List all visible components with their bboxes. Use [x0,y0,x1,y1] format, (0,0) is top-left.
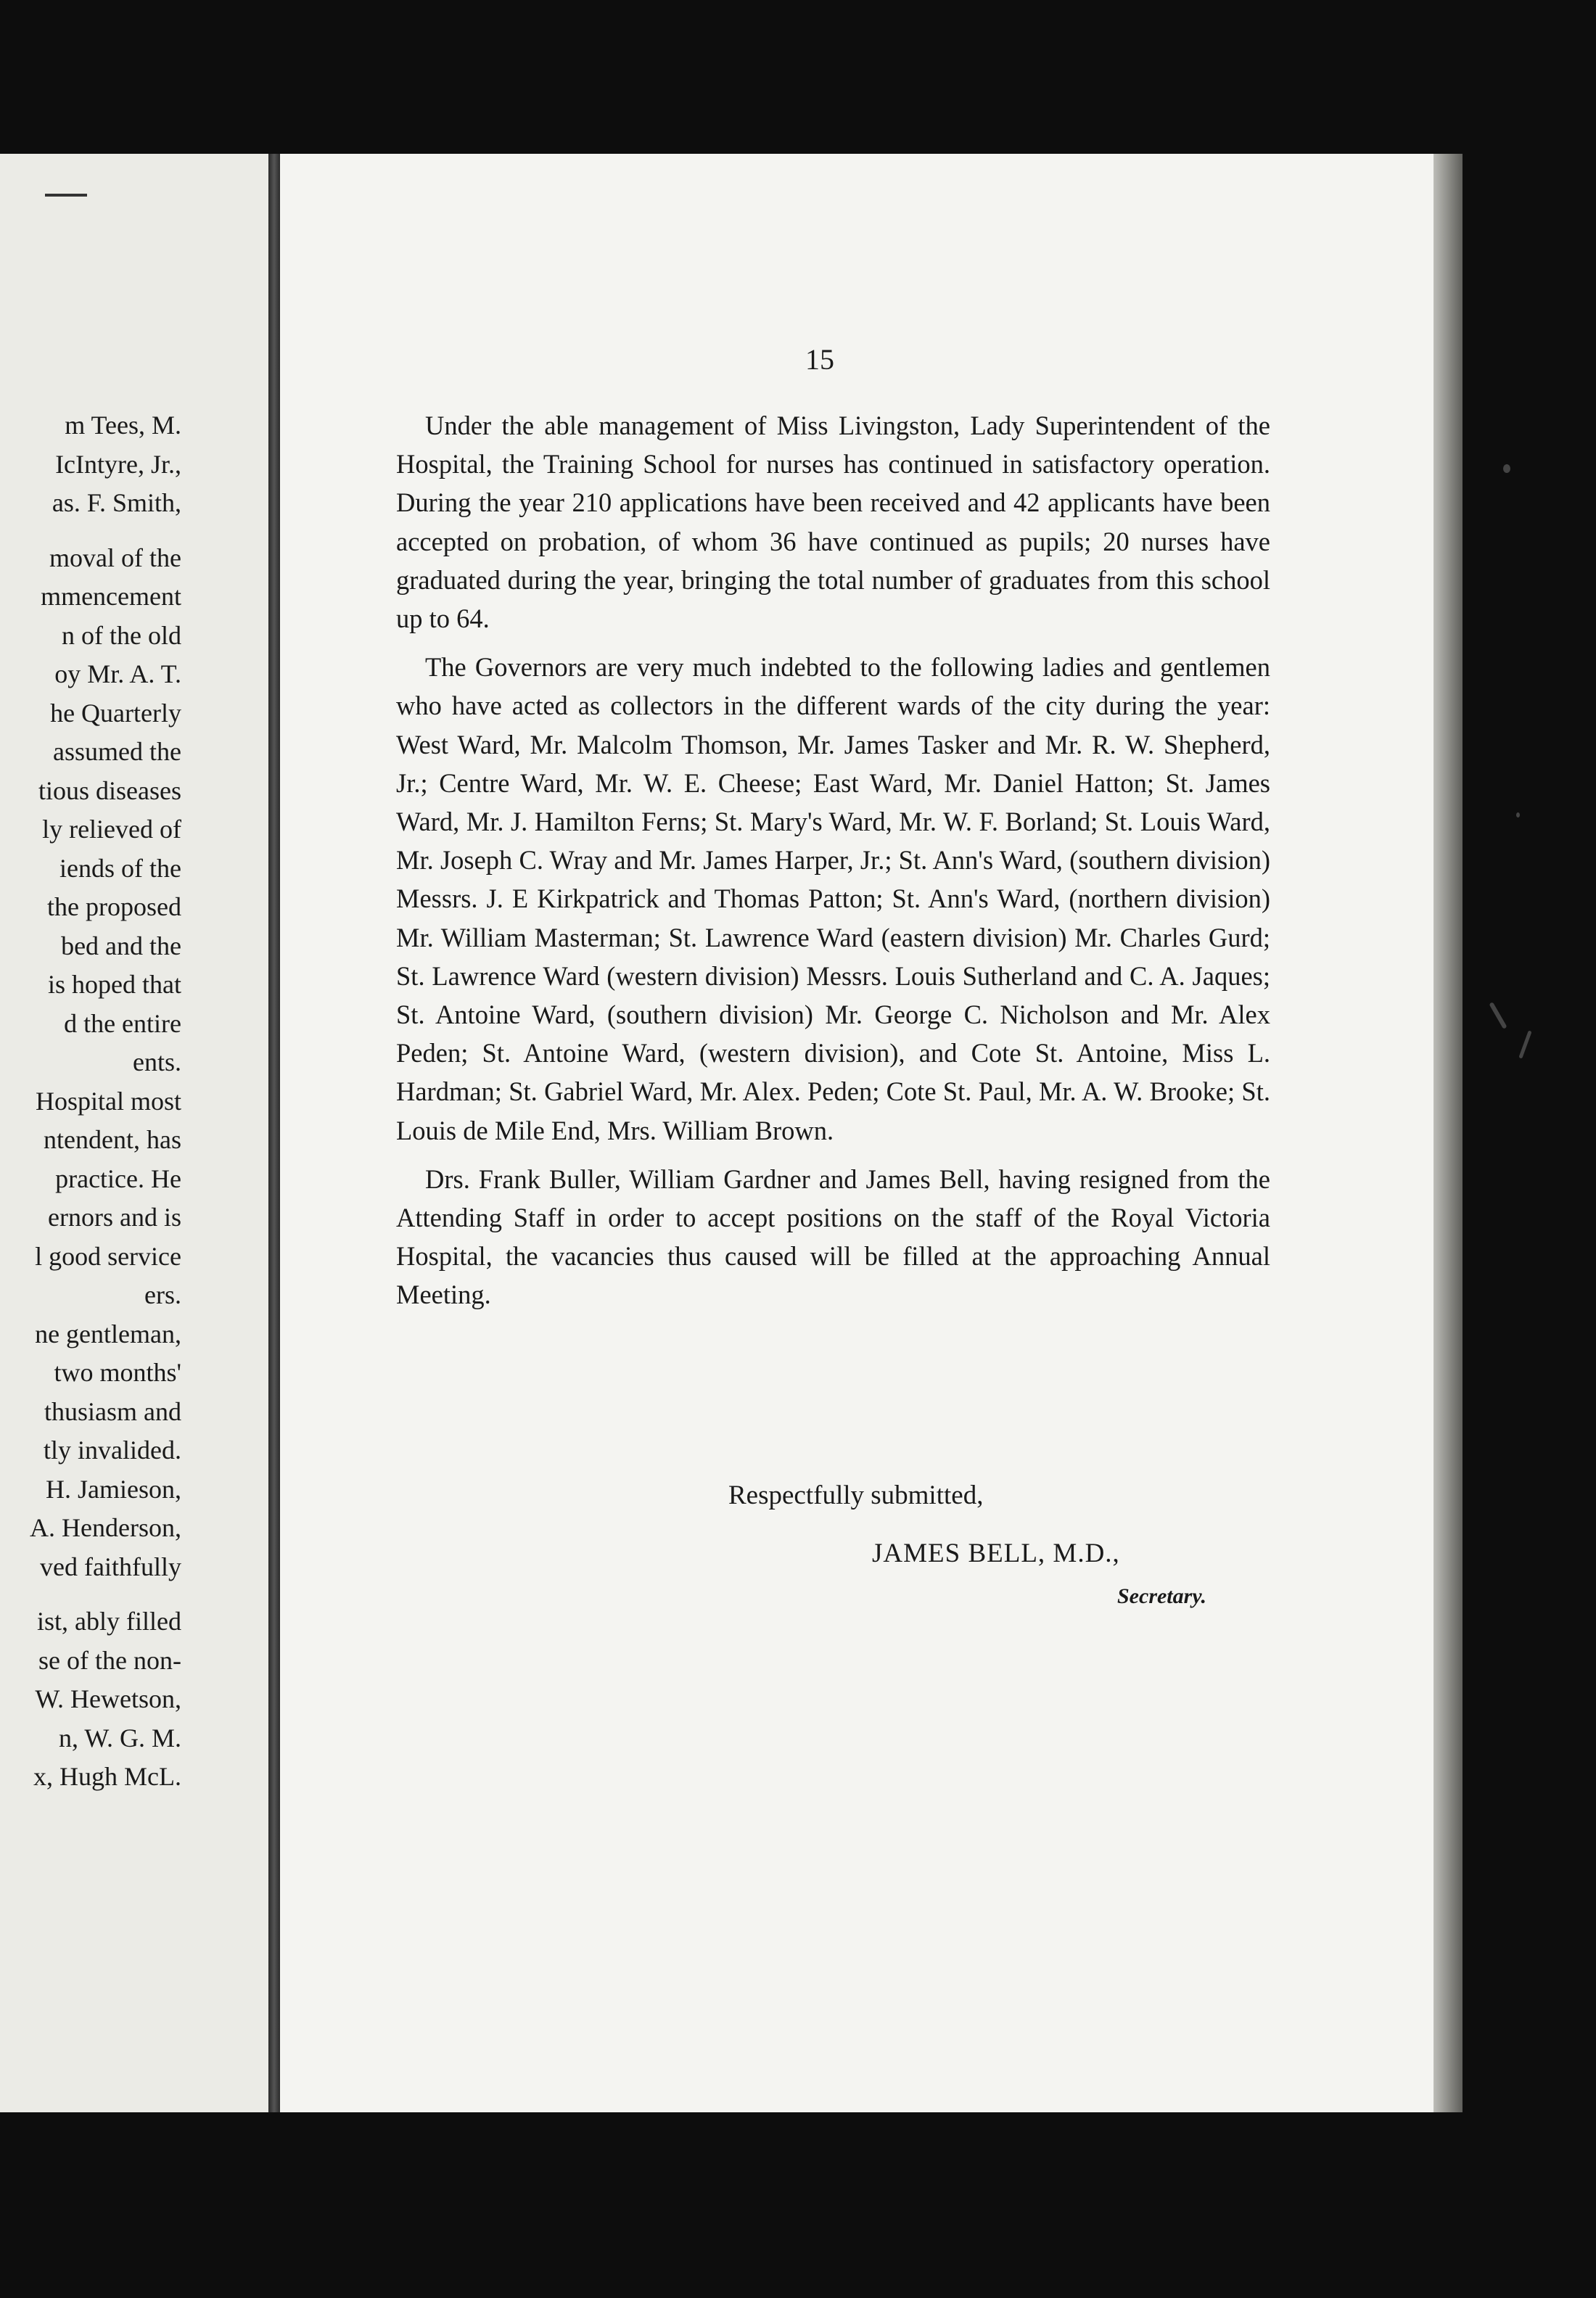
left-page-line: ers. [144,1280,181,1309]
left-page-line: se of the non- [38,1645,181,1675]
left-page-line: tious diseases [38,775,181,805]
left-page-text [0,406,181,1797]
left-page-line: n, W. G. M. [58,1723,181,1753]
left-page-line: d the entire [64,1008,181,1038]
left-page-line [0,523,181,539]
left-page-line: l good service [35,1241,181,1271]
left-page-line: A. Henderson, [30,1513,181,1542]
left-page-rule [45,194,87,197]
closing-line: Respectfully submitted, [728,1480,984,1510]
scan-speck [1503,464,1510,473]
left-page-line: bed and the [61,931,181,960]
left-page-line [0,1586,181,1602]
signer-name: JAMES BELL, M.D., [872,1539,1120,1568]
report-body [396,406,1270,1325]
left-page-line: x, Hugh McL. [33,1762,181,1791]
left-page-line: tly invalided. [44,1436,181,1465]
left-page-line: two months' [54,1358,181,1387]
left-page-line: thusiasm and [44,1396,181,1426]
left-page-line: the proposed [47,892,181,921]
page-edge [1433,154,1463,2112]
left-page-line: IcIntyre, Jr., [55,449,181,479]
left-page-fragment [0,154,268,2112]
left-page-line: moval of the [49,543,181,572]
paragraph-collectors: The Governors are very much indebted to the following ladies and gentlemen who have acted as collectors in the different wards of the city during the year: West Ward, Mr. Malcolm Thomson, Mr. James Tasker and Mr. R. W. Shepherd, Jr.; Centre Ward, Mr. W. E. Cheese; East Ward, Mr. Daniel Hatton; St. James Ward, Mr. J. Hamilton Ferns; St. Mary's Ward, Mr. W. F. Borland; St. Louis Ward, Mr. Joseph C. Wray and Mr. James Harper, Jr.; St. Ann's Ward, (southern division) Messrs. J. E Kirkpatrick and Thomas Patton; St. Ann's Ward, (northern division) Mr. William Masterman; St. Lawrence Ward (eastern division) Mr. Charles Gurd; St. Lawrence Ward (western division) Messrs. Louis Sutherland and C. A. Jaques; St. Antoine Ward, (southern division) Mr. George C. Nicholson and Mr. Alex Peden; St. Antoine Ward, (western division), and Cote St. Antoine, Miss L. Hardman; St. Gabriel Ward, Mr. Alex. Peden; Cote St. Paul, Mr. A. W. Brooke; St. Louis de Mile End, Mrs. William Brown. [396,652,1270,1145]
signer-role: Secretary. [1117,1584,1207,1608]
left-page-line: W. Hewetson, [35,1684,181,1713]
page-number: 15 [805,343,834,376]
left-page-line: ved faithfully [40,1552,181,1581]
left-page-line: iends of the [59,853,181,883]
left-page-line: oy Mr. A. T. [54,659,181,688]
left-page-line: as. F. Smith, [52,488,181,517]
paragraph-attending-staff: Drs. Frank Buller, William Gardner and James Bell, having resigned from the Attending Staff in order to accept positions on the staff of the Royal Victoria Hospital, the vacancies thus caused will be filled at the approaching Annual Meeting. [396,1164,1270,1310]
left-page-line: ne gentleman, [35,1319,181,1348]
book-gutter [268,154,280,2112]
left-page-line: ntendent, has [44,1125,181,1154]
left-page-line: mmencement [41,582,181,611]
left-page-line: Hospital most [35,1086,181,1116]
scan-speck [1516,812,1520,818]
left-page-line: ist, ably filled [37,1607,181,1636]
left-page-line: is hoped that [48,970,181,999]
paragraph-training-school: Under the able management of Miss Livingston, Lady Superintendent of the Hospital, the Training School for nurses has continued in satisfactory operation. During the year 210 applications have been received and 42 applicants have been accepted on probation, of whom 36 have continued as pupils; 20 nurses have graduated during the year, bringing the total number of graduates from this school up to 64. [396,411,1270,634]
left-page-line: H. Jamieson, [46,1474,181,1504]
left-page-line: ly relieved of [42,815,181,844]
left-page-line: n of the old [62,620,181,650]
left-page-line: m Tees, M. [65,411,181,440]
left-page-line: practice. He [55,1164,181,1193]
left-page-line: assumed the [53,737,181,766]
left-page-line: he Quarterly [50,698,181,728]
left-page-line: ernors and is [48,1203,181,1232]
left-page-line: ents. [133,1047,181,1076]
